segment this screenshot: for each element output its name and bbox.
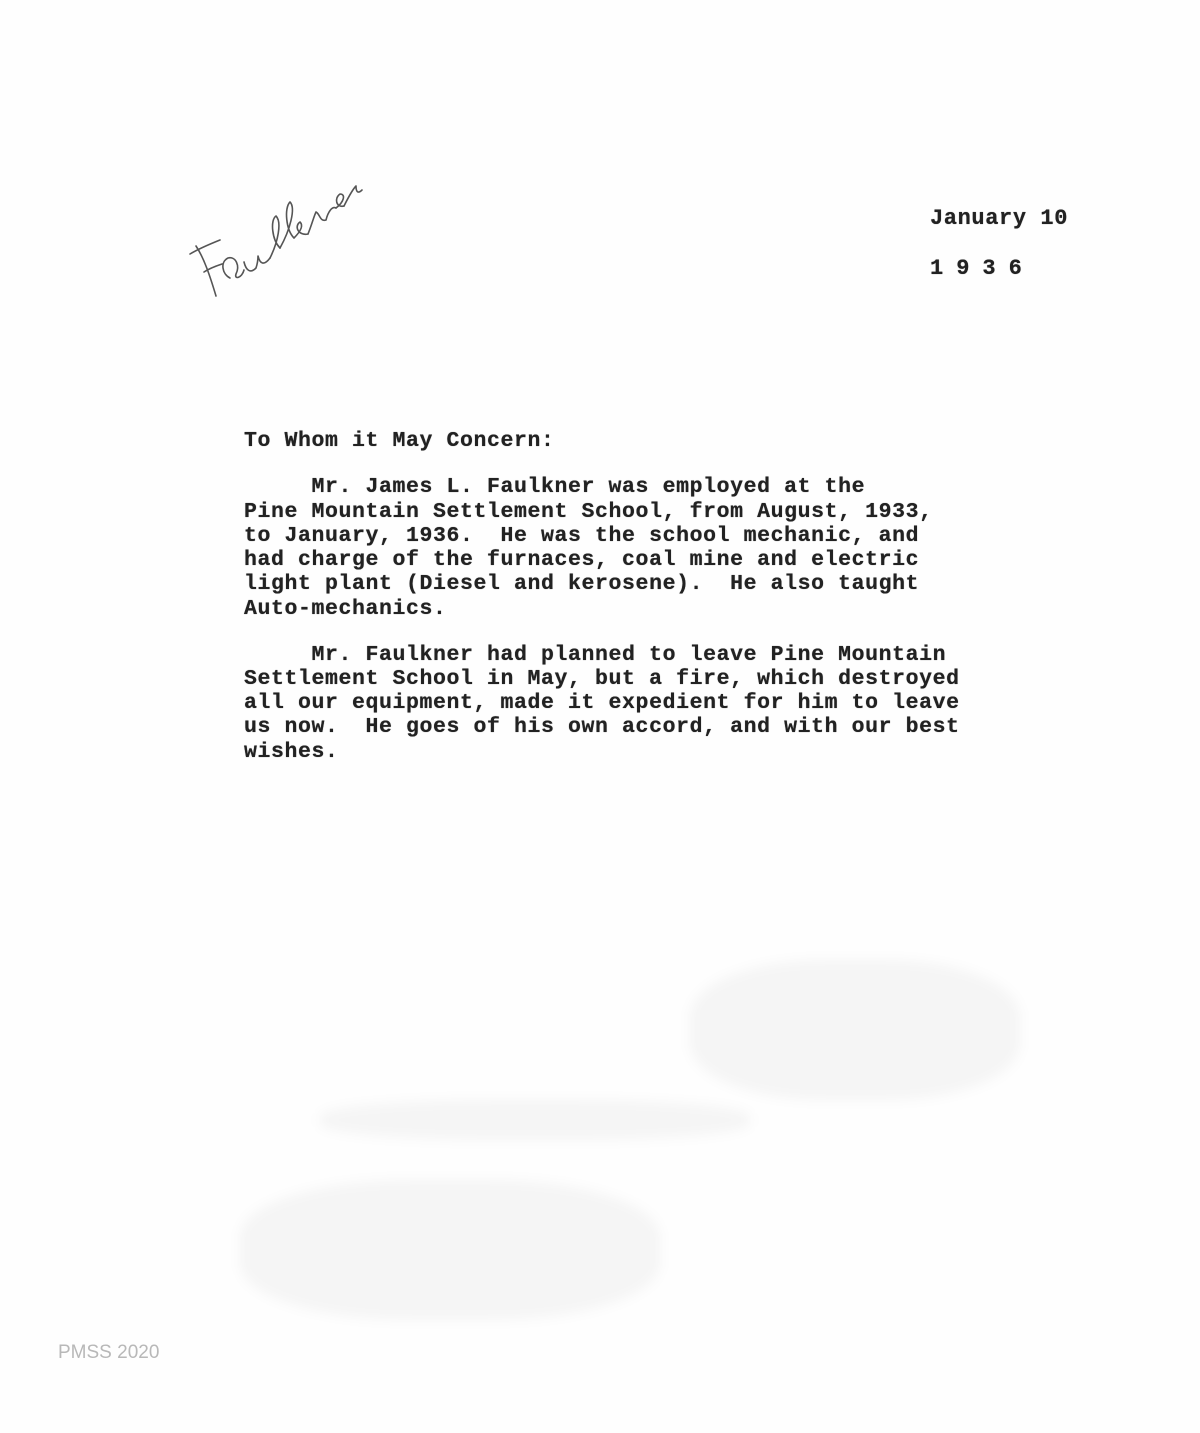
- letter-date-year: 1936: [930, 256, 1035, 281]
- paragraph-line: all our equipment, made it expedient for him to leave: [244, 691, 960, 715]
- paragraph-line: us now. He goes of his own accord, and with our best: [244, 715, 960, 739]
- bleed-through-smudge: [690, 960, 1020, 1100]
- paragraph-line: light plant (Diesel and kerosene). He also taught: [244, 572, 920, 596]
- salutation: To Whom it May Concern:: [244, 429, 555, 453]
- letter-date-month-day: January 10: [930, 206, 1069, 231]
- paragraph-line: Mr. Faulkner had planned to leave Pine Mountain: [244, 643, 947, 667]
- bleed-through-smudge: [320, 1100, 750, 1140]
- paragraph-line: Auto-mechanics.: [244, 597, 447, 621]
- paragraph-line: to January, 1936. He was the school mechanic, and: [244, 524, 920, 548]
- bleed-through-smudge: [240, 1180, 660, 1320]
- paragraph-line: wishes.: [244, 740, 339, 764]
- archive-watermark: PMSS 2020: [58, 1342, 160, 1363]
- paragraph-line: Settlement School in May, but a fire, which destroyed: [244, 667, 960, 691]
- paragraph-line: had charge of the furnaces, coal mine and electric: [244, 548, 920, 572]
- paragraph-line: Pine Mountain Settlement School, from August, 1933,: [244, 500, 933, 524]
- handwritten-annotation: [186, 150, 366, 310]
- paragraph-line: Mr. James L. Faulkner was employed at the: [244, 475, 866, 499]
